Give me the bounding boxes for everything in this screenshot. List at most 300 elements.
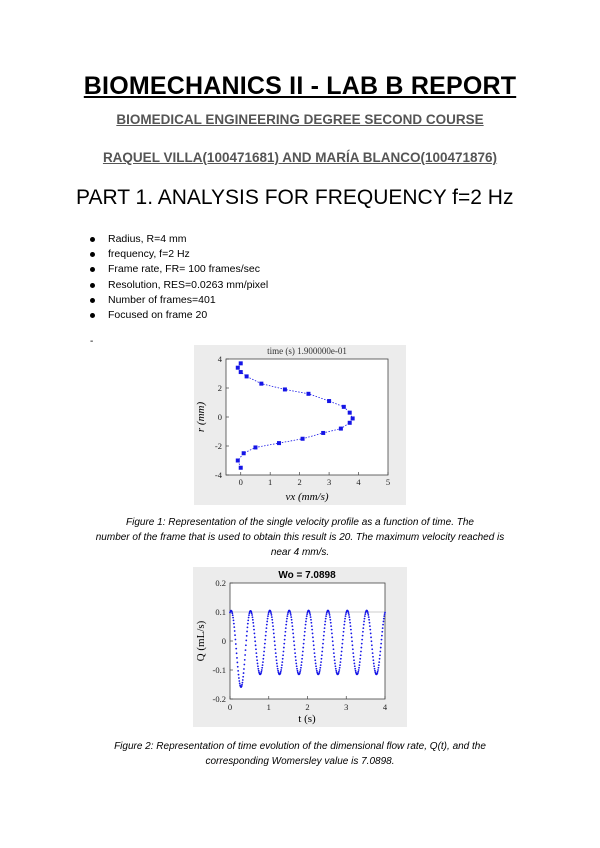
figure2-data-point — [296, 665, 298, 667]
figure1-velocity-profile — [194, 345, 406, 505]
figure2-data-point — [359, 661, 361, 663]
figure2-data-point — [267, 615, 269, 617]
figure2-data-point — [354, 665, 356, 667]
figure2-data-point — [351, 640, 353, 642]
figure2-data-point — [369, 625, 371, 627]
figure2-data-point — [238, 680, 240, 682]
figure2-data-point — [332, 640, 334, 642]
figure2-data-point — [292, 629, 294, 631]
figure2-data-point — [262, 661, 264, 663]
figure2-data-point — [368, 616, 370, 618]
figure2-data-point — [284, 635, 286, 637]
figure2-data-point — [283, 643, 285, 645]
figure1-caption — [70, 515, 530, 560]
figure2-data-point — [340, 658, 342, 660]
figure2-data-point — [362, 627, 364, 629]
figure2-data-point — [383, 618, 385, 620]
figure2-data-point — [344, 621, 346, 623]
figure2-data-point — [264, 647, 266, 649]
figure2-data-point — [306, 613, 308, 615]
figure2-data-point — [322, 647, 324, 649]
figure2-data-point — [373, 663, 375, 665]
figure2-data-point — [265, 631, 267, 633]
list-item: Resolution, RES=0.0263 mm/pixel — [86, 278, 268, 293]
figure2-data-point — [293, 636, 295, 638]
figure2-data-point — [266, 627, 268, 629]
figure1-data-point — [321, 431, 325, 435]
figure2-data-point — [372, 656, 374, 658]
figure2-data-point — [233, 623, 235, 625]
figure2-y-tick-label: 0.1 — [215, 607, 226, 617]
figure2-data-point — [262, 664, 264, 666]
figure2-data-point — [283, 651, 285, 653]
figure2-x-label: t (s) — [298, 713, 316, 725]
figure2-data-point — [326, 613, 328, 615]
figure2-data-point — [256, 656, 258, 658]
figure2-data-point — [286, 618, 288, 620]
figure2-data-point — [296, 668, 298, 670]
figure2-data-point — [243, 672, 245, 674]
figure2-x-tick-label: 2 — [305, 702, 310, 712]
figure2-data-point — [370, 633, 372, 635]
report-title: BIOMECHANICS II - LAB B REPORT — [83, 72, 517, 100]
figure2-data-point — [352, 644, 354, 646]
figure2-data-point — [280, 671, 282, 673]
figure2-caption-line2: corresponding Womersley value is 7.0898. — [205, 756, 395, 767]
figure2-data-point — [384, 612, 386, 614]
figure2-data-point — [353, 656, 355, 658]
figure2-x-tick-label: 3 — [344, 702, 349, 712]
figure1-data-point — [236, 459, 240, 463]
figure2-data-point — [244, 659, 246, 661]
figure2-data-point — [282, 654, 284, 656]
figure2-data-point — [303, 639, 305, 641]
figure2-data-point — [247, 619, 249, 621]
figure2-data-point — [310, 619, 312, 621]
figure2-data-point — [341, 643, 343, 645]
figure2-data-point — [281, 667, 283, 669]
figure2-data-point — [319, 667, 321, 669]
figure2-data-point — [273, 629, 275, 631]
figure2-data-point — [235, 643, 237, 645]
figure2-data-point — [239, 682, 241, 684]
stray-dash: - — [90, 336, 94, 347]
figure2-data-point — [370, 636, 372, 638]
figure2-data-point — [381, 631, 383, 633]
figure2-data-point — [313, 648, 315, 650]
figure2-data-point — [303, 643, 305, 645]
figure1-y-tick-label: 4 — [217, 354, 222, 364]
figure2-data-point — [371, 644, 373, 646]
figure2-data-point — [353, 663, 355, 665]
figure2-x-tick-label: 1 — [266, 702, 271, 712]
figure2-data-point — [333, 652, 335, 654]
figure2-data-point — [277, 670, 279, 672]
figure2-data-point — [287, 613, 289, 615]
figure2-data-point — [238, 674, 240, 676]
figure2-data-point — [341, 647, 343, 649]
figure2-data-point — [305, 624, 307, 626]
figure2-data-point — [295, 659, 297, 661]
figure1-data-point — [277, 441, 281, 445]
figure2-data-point — [254, 636, 256, 638]
figure2-data-point — [378, 667, 380, 669]
figure2-data-point — [315, 663, 317, 665]
figure2-data-point — [284, 639, 286, 641]
figure2-data-point — [241, 684, 243, 686]
figure2-flow-rate — [193, 567, 407, 727]
figure2-data-point — [242, 676, 244, 678]
figure2-data-point — [261, 669, 263, 671]
figure2-data-point — [373, 665, 375, 667]
figure2-data-point — [322, 643, 324, 645]
figure2-data-point — [285, 631, 287, 633]
figure1-x-tick-label: 4 — [356, 477, 361, 487]
figure2-data-point — [333, 648, 335, 650]
figure2-data-point — [274, 644, 276, 646]
figure2-data-point — [295, 663, 297, 665]
figure2-data-point — [293, 640, 295, 642]
figure2-data-point — [291, 622, 293, 624]
figure2-data-point — [363, 624, 365, 626]
figure2-data-point — [361, 639, 363, 641]
figure2-data-point — [294, 652, 296, 654]
figure2-data-point — [325, 615, 327, 617]
figure2-data-point — [360, 647, 362, 649]
figure2-data-point — [276, 663, 278, 665]
figure2-data-point — [262, 658, 264, 660]
figure2-data-point — [359, 664, 361, 666]
figure2-data-point — [331, 633, 333, 635]
figure2-data-point — [312, 640, 314, 642]
figure2-data-point — [334, 663, 336, 665]
figure2-data-point — [260, 671, 262, 673]
figure2-data-point — [371, 648, 373, 650]
figure2-data-point — [343, 624, 345, 626]
figure2-data-point — [348, 616, 350, 618]
figure2-data-point — [362, 635, 364, 637]
figure2-data-point — [291, 619, 293, 621]
figure2-data-point — [274, 640, 276, 642]
figure2-data-point — [360, 651, 362, 653]
figure2-data-point — [321, 651, 323, 653]
figure1-plot-area — [226, 359, 388, 475]
figure2-data-point — [242, 682, 244, 684]
figure2-data-point — [245, 649, 247, 651]
figure2-data-point — [266, 624, 268, 626]
figure2-data-point — [335, 670, 337, 672]
figure2-data-point — [358, 667, 360, 669]
figure1-title: time (s) 1.900000e-01 — [267, 346, 347, 356]
figure2-data-point — [358, 669, 360, 671]
figure2-data-point — [345, 615, 347, 617]
figure2-data-point — [378, 661, 380, 663]
parameters-list — [86, 232, 268, 323]
figure2-data-point — [252, 616, 254, 618]
figure2-data-point — [258, 670, 260, 672]
course-subtitle: BIOMEDICAL ENGINEERING DEGREE SECOND COURSE — [116, 112, 484, 127]
figure2-data-point — [273, 636, 275, 638]
figure2-data-point — [379, 651, 381, 653]
figure2-data-point — [379, 654, 381, 656]
figure2-data-point — [246, 631, 248, 633]
list-item: Number of frames=401 — [86, 293, 268, 308]
figure1-y-tick-label: -4 — [214, 470, 222, 480]
figure2-y-tick-label: 0.2 — [215, 578, 226, 588]
figure2-data-point — [364, 618, 366, 620]
figure2-data-point — [379, 658, 381, 660]
figure2-data-point — [367, 612, 369, 614]
figure2-y-tick-label: 0 — [221, 636, 226, 646]
figure2-data-point — [286, 621, 288, 623]
figure2-data-point — [369, 629, 371, 631]
figure2-data-point — [236, 662, 238, 664]
figure2-data-point — [364, 615, 366, 617]
figure2-data-point — [255, 648, 257, 650]
figure1-data-point — [245, 374, 249, 378]
figure2-data-point — [338, 669, 340, 671]
figure2-data-point — [231, 612, 233, 614]
figure2-y-tick-label: -0.1 — [212, 665, 226, 675]
figure2-data-point — [360, 654, 362, 656]
figure2-data-point — [323, 635, 325, 637]
figure2-data-point — [345, 613, 347, 615]
figure2-data-point — [301, 658, 303, 660]
figure2-data-point — [263, 651, 265, 653]
figure2-data-point — [335, 668, 337, 670]
figure2-data-point — [311, 625, 313, 627]
figure2-data-point — [283, 647, 285, 649]
figure1-y-label: r (mm) — [195, 401, 207, 433]
figure2-data-point — [302, 647, 304, 649]
figure2-data-point — [324, 621, 326, 623]
figure2-data-point — [243, 668, 245, 670]
figure1-caption-line1: Figure 1: Representation of the single velocity profile as a function of time. The — [126, 517, 474, 528]
figure2-data-point — [321, 658, 323, 660]
part1-heading: PART 1. ANALYSIS FOR FREQUENCY f=2 Hz — [76, 186, 514, 209]
figure2-data-point — [236, 657, 238, 659]
figure2-data-point — [339, 667, 341, 669]
figure1-x-tick-label: 3 — [326, 477, 332, 487]
figure2-data-point — [357, 671, 359, 673]
figure2-data-point — [341, 651, 343, 653]
figure1-x-tick-label: 1 — [268, 477, 273, 487]
figure2-data-point — [372, 652, 374, 654]
figure2-data-point — [264, 643, 266, 645]
figure2-data-point — [338, 671, 340, 673]
figure2-data-point — [235, 648, 237, 650]
figure2-data-point — [350, 625, 352, 627]
figure2-data-point — [236, 652, 238, 654]
figure2-data-point — [332, 644, 334, 646]
figure2-data-point — [361, 643, 363, 645]
figure2-data-point — [383, 615, 385, 617]
figure2-data-point — [342, 639, 344, 641]
figure2-data-point — [343, 627, 345, 629]
figure1-data-point — [259, 382, 263, 386]
figure1-data-point — [239, 466, 243, 470]
figure2-data-point — [267, 613, 269, 615]
figure2-data-point — [233, 620, 235, 622]
figure2-data-point — [305, 618, 307, 620]
figure2-data-point — [330, 622, 332, 624]
figure1-data-point — [348, 411, 352, 415]
figure2-data-point — [324, 624, 326, 626]
figure1-y-tick-label: 0 — [217, 412, 222, 422]
figure1-data-point — [306, 392, 310, 396]
list-item: frequency, f=2 Hz — [86, 247, 268, 262]
figure2-data-point — [377, 671, 379, 673]
figure2-data-point — [381, 639, 383, 641]
figure2-data-point — [371, 640, 373, 642]
figure2-data-point — [314, 659, 316, 661]
figure2-data-point — [256, 659, 258, 661]
figure2-data-point — [342, 635, 344, 637]
figure2-data-point — [364, 613, 366, 615]
figure2-data-point — [304, 631, 306, 633]
figure2-data-point — [350, 633, 352, 635]
figure2-data-point — [282, 658, 284, 660]
figure2-data-point — [378, 664, 380, 666]
figure2-data-point — [324, 627, 326, 629]
figure2-data-point — [254, 640, 256, 642]
figure2-data-point — [232, 614, 234, 616]
figure2-data-point — [301, 661, 303, 663]
figure2-data-point — [322, 639, 324, 641]
figure2-data-point — [272, 625, 274, 627]
figure2-data-point — [291, 625, 293, 627]
figure2-data-point — [316, 670, 318, 672]
figure2-caption-line1: Figure 2: Representation of time evolution of the dimensional flow rate, Q(t), and the — [114, 741, 486, 752]
figure2-data-point — [310, 616, 312, 618]
figure2-data-point — [319, 671, 321, 673]
figure2-data-point — [380, 643, 382, 645]
figure2-data-point — [263, 654, 265, 656]
figure2-data-point — [234, 630, 236, 632]
figure2-data-point — [382, 627, 384, 629]
figure2-data-point — [330, 625, 332, 627]
figure2-data-point — [304, 635, 306, 637]
figure2-data-point — [362, 631, 364, 633]
figure1-x-tick-label: 2 — [297, 477, 302, 487]
figure2-data-point — [352, 652, 354, 654]
figure2-data-point — [254, 633, 256, 635]
authors-line: RAQUEL VILLA(100471681) AND MARÍA BLANCO(100471876) — [102, 150, 498, 165]
figure2-data-point — [300, 669, 302, 671]
figure2-data-point — [339, 664, 341, 666]
figure2-data-point — [281, 664, 283, 666]
figure2-data-point — [328, 612, 330, 614]
figure2-data-point — [355, 670, 357, 672]
figure2-data-point — [247, 626, 249, 628]
figure2-title: Wo = 7.0898 — [278, 570, 336, 581]
figure2-data-point — [383, 621, 385, 623]
figure2-x-tick-label: 0 — [227, 702, 233, 712]
figure2-data-point — [252, 619, 254, 621]
figure2-plot-area — [230, 583, 385, 699]
figure2-data-point — [276, 665, 278, 667]
figure2-data-point — [319, 669, 321, 671]
figure2-data-point — [374, 670, 376, 672]
list-item: Focused on frame 20 — [86, 308, 268, 323]
figure2-data-point — [312, 636, 314, 638]
figure2-data-point — [340, 661, 342, 663]
figure1-x-tick-label: 5 — [385, 477, 391, 487]
figure2-data-point — [265, 635, 267, 637]
figure2-data-point — [238, 677, 240, 679]
figure1-data-point — [239, 370, 243, 374]
figure2-data-point — [290, 612, 292, 614]
figure2-data-point — [235, 639, 237, 641]
figure2-data-point — [306, 615, 308, 617]
figure2-caption — [70, 739, 530, 769]
figure2-data-point — [293, 644, 295, 646]
figure1-caption-line2: number of the frame that is used to obtain this result is 20. The maximum velocity reached is — [95, 532, 505, 543]
figure2-data-point — [329, 616, 331, 618]
figure2-data-point — [276, 659, 278, 661]
figure1-data-point — [239, 361, 243, 365]
figure2-data-point — [380, 647, 382, 649]
figure2-data-point — [315, 665, 317, 667]
figure2-data-point — [321, 654, 323, 656]
list-item: Frame rate, FR= 100 frames/sec — [86, 262, 268, 277]
figure2-data-point — [323, 631, 325, 633]
figure1-data-point — [253, 445, 257, 449]
figure1-caption-line3: near 4 mm/s. — [270, 547, 330, 558]
figure2-data-point — [233, 626, 235, 628]
figure2-data-point — [349, 622, 351, 624]
figure2-data-point — [255, 644, 257, 646]
figure2-data-point — [367, 614, 369, 616]
figure2-data-point — [237, 670, 239, 672]
figure2-data-point — [277, 668, 279, 670]
figure2-data-point — [270, 612, 272, 614]
figure1-data-point — [342, 405, 346, 409]
figure2-data-point — [325, 618, 327, 620]
figure2-data-point — [257, 668, 259, 670]
figure2-data-point — [340, 654, 342, 656]
figure2-data-point — [300, 664, 302, 666]
figure2-data-point — [352, 648, 354, 650]
figure2-data-point — [302, 651, 304, 653]
figure2-data-point — [297, 670, 299, 672]
figure2-data-point — [275, 652, 277, 654]
figure2-y-label: Q (mL/s) — [195, 620, 207, 662]
figure2-data-point — [348, 612, 350, 614]
figure2-data-point — [329, 619, 331, 621]
figure1-data-point — [242, 451, 246, 455]
figure2-data-point — [344, 618, 346, 620]
figure2-data-point — [252, 622, 254, 624]
figure2-data-point — [255, 652, 257, 654]
figure2-data-point — [368, 619, 370, 621]
figure2-data-point — [274, 648, 276, 650]
figure2-data-point — [363, 621, 365, 623]
figure2-data-point — [271, 619, 273, 621]
figure2-data-point — [316, 668, 318, 670]
figure2-data-point — [292, 633, 294, 635]
figure2-data-point — [300, 667, 302, 669]
figure2-data-point — [294, 648, 296, 650]
figure2-data-point — [311, 629, 313, 631]
figure1-data-point — [301, 437, 305, 441]
figure2-data-point — [280, 669, 282, 671]
figure2-data-point — [285, 624, 287, 626]
figure2-data-point — [377, 669, 379, 671]
figure1-data-point — [351, 416, 355, 420]
figure2-data-point — [275, 656, 277, 658]
figure2-data-point — [320, 664, 322, 666]
